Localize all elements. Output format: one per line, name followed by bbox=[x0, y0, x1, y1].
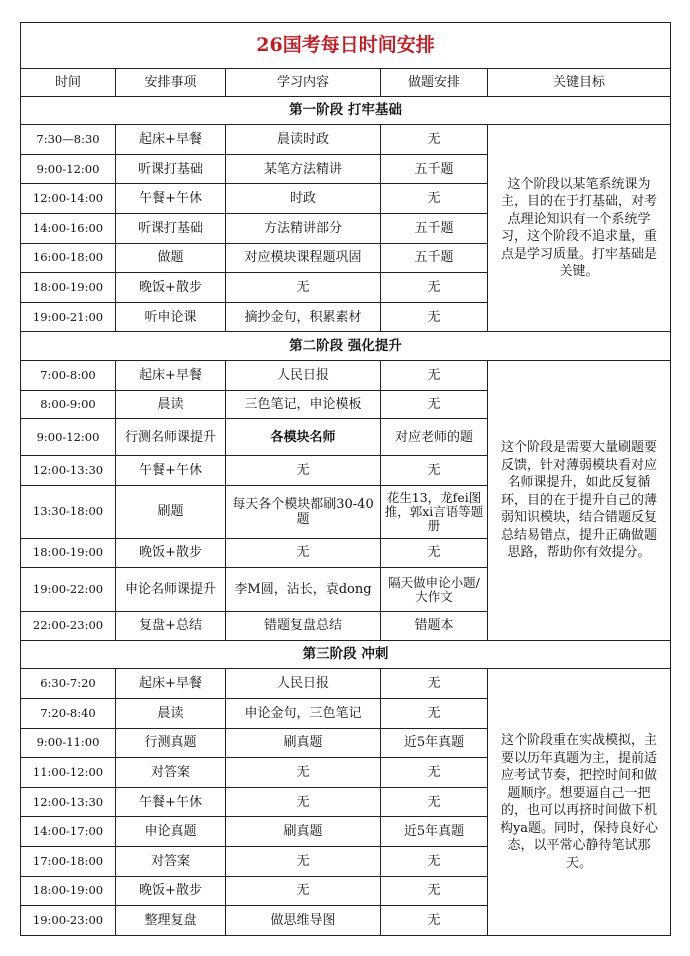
phase-1-header-row bbox=[21, 96, 671, 125]
practice-cell: 无 bbox=[381, 846, 488, 876]
phase-2-header-row bbox=[21, 332, 671, 361]
col-header-time: 时间 bbox=[21, 68, 116, 96]
practice-cell: 无 bbox=[381, 184, 488, 214]
time-cell: 19:00-22:00 bbox=[21, 568, 116, 612]
col-header-practice: 做题安排 bbox=[381, 68, 488, 96]
time-cell: 14:00-17:00 bbox=[21, 817, 116, 847]
practice-cell: 五千题 bbox=[381, 213, 488, 243]
content-cell: 无 bbox=[226, 758, 381, 788]
content-cell: 各模块名师 bbox=[226, 419, 381, 456]
content-cell: 申论金句，三色笔记 bbox=[226, 698, 381, 728]
task-cell: 晨读 bbox=[116, 698, 226, 728]
phase-2-title: 第二阶段 强化提升 bbox=[21, 332, 671, 361]
time-cell: 22:00-23:00 bbox=[21, 612, 116, 641]
practice-cell: 无 bbox=[381, 125, 488, 155]
task-cell: 对答案 bbox=[116, 758, 226, 788]
task-cell: 听申论课 bbox=[116, 302, 226, 332]
task-cell: 申论名师课提升 bbox=[116, 568, 226, 612]
phase-3-title: 第三阶段 冲刺 bbox=[21, 640, 671, 669]
practice-cell: 无 bbox=[381, 906, 488, 936]
practice-cell: 无 bbox=[381, 698, 488, 728]
content-cell: 李M圆，沾长，袁dong bbox=[226, 568, 381, 612]
content-cell: 时政 bbox=[226, 184, 381, 214]
phase-3-header-row bbox=[21, 640, 671, 669]
practice-cell: 无 bbox=[381, 758, 488, 788]
practice-cell: 近5年真题 bbox=[381, 728, 488, 758]
practice-cell: 无 bbox=[381, 876, 488, 906]
practice-cell: 无 bbox=[381, 538, 488, 568]
time-cell: 7:30—8:30 bbox=[21, 125, 116, 155]
schedule-table bbox=[20, 22, 671, 936]
time-cell: 9:00-12:00 bbox=[21, 154, 116, 184]
content-cell: 错题复盘总结 bbox=[226, 612, 381, 641]
col-header-task: 安排事项 bbox=[116, 68, 226, 96]
time-cell: 18:00-19:00 bbox=[21, 538, 116, 568]
col-header-goal: 关键目标 bbox=[488, 68, 671, 96]
content-cell: 晨读时政 bbox=[226, 125, 381, 155]
content-cell: 摘抄金句，积累素材 bbox=[226, 302, 381, 332]
practice-cell: 无 bbox=[381, 669, 488, 699]
content-cell: 无 bbox=[226, 846, 381, 876]
time-cell: 19:00-23:00 bbox=[21, 906, 116, 936]
title-row bbox=[21, 23, 671, 69]
task-cell: 申论真题 bbox=[116, 817, 226, 847]
practice-cell: 五千题 bbox=[381, 243, 488, 273]
task-cell: 刷题 bbox=[116, 485, 226, 538]
column-header-row bbox=[21, 68, 671, 96]
content-cell: 无 bbox=[226, 876, 381, 906]
time-cell: 18:00-19:00 bbox=[21, 876, 116, 906]
phase-2-goal: 这个阶段是需要大量刷题要反馈，针对薄弱模块看对应名师课提升，如此反复循环，目的在于提升自己的薄弱知识模块，结合错题反复总结易错点，提升正确做题思路，帮助你有效提分。 bbox=[488, 360, 671, 640]
task-cell: 听课打基础 bbox=[116, 213, 226, 243]
schedule-row bbox=[21, 125, 671, 155]
time-cell: 12:00-14:00 bbox=[21, 184, 116, 214]
time-cell: 12:00-13:30 bbox=[21, 787, 116, 817]
content-cell: 某笔方法精讲 bbox=[226, 154, 381, 184]
task-cell: 对答案 bbox=[116, 846, 226, 876]
content-cell: 对应模块课程题巩固 bbox=[226, 243, 381, 273]
content-cell: 做思维导图 bbox=[226, 906, 381, 936]
time-cell: 19:00-21:00 bbox=[21, 302, 116, 332]
practice-cell: 无 bbox=[381, 390, 488, 419]
task-cell: 晚饭+散步 bbox=[116, 876, 226, 906]
practice-cell: 无 bbox=[381, 360, 488, 390]
schedule-sheet bbox=[20, 22, 670, 936]
task-cell: 晨读 bbox=[116, 390, 226, 419]
practice-cell: 花生13，龙fei图推，郭xi言语等题册 bbox=[381, 485, 488, 538]
task-cell: 午餐+午休 bbox=[116, 184, 226, 214]
time-cell: 16:00-18:00 bbox=[21, 243, 116, 273]
practice-cell: 无 bbox=[381, 302, 488, 332]
task-cell: 起床+早餐 bbox=[116, 125, 226, 155]
content-cell: 刷真题 bbox=[226, 728, 381, 758]
task-cell: 复盘+总结 bbox=[116, 612, 226, 641]
time-cell: 9:00-11:00 bbox=[21, 728, 116, 758]
practice-cell: 无 bbox=[381, 787, 488, 817]
content-cell: 无 bbox=[226, 787, 381, 817]
content-cell: 无 bbox=[226, 455, 381, 485]
content-cell: 人民日报 bbox=[226, 669, 381, 699]
practice-cell: 错题本 bbox=[381, 612, 488, 641]
task-cell: 行测名师课提升 bbox=[116, 419, 226, 456]
task-cell: 午餐+午休 bbox=[116, 455, 226, 485]
task-cell: 行测真题 bbox=[116, 728, 226, 758]
phase-3-goal: 这个阶段重在实战模拟，主要以历年真题为主，提前适应考试节奏，把控时间和做题顺序。想要逼自己一把的，也可以再挤时间做下机构ya题。同时，保持良好心态，以平常心静待笔试那天。 bbox=[488, 669, 671, 936]
time-cell: 7:20-8:40 bbox=[21, 698, 116, 728]
page-title: 26国考每日时间安排 bbox=[21, 23, 671, 69]
practice-cell: 对应老师的题 bbox=[381, 419, 488, 456]
content-cell: 无 bbox=[226, 538, 381, 568]
practice-cell: 隔天做申论小题/大作文 bbox=[381, 568, 488, 612]
task-cell: 听课打基础 bbox=[116, 154, 226, 184]
content-cell: 三色笔记，申论模板 bbox=[226, 390, 381, 419]
task-cell: 整理复盘 bbox=[116, 906, 226, 936]
time-cell: 12:00-13:30 bbox=[21, 455, 116, 485]
task-cell: 午餐+午休 bbox=[116, 787, 226, 817]
practice-cell: 无 bbox=[381, 455, 488, 485]
practice-cell: 五千题 bbox=[381, 154, 488, 184]
col-header-content: 学习内容 bbox=[226, 68, 381, 96]
time-cell: 8:00-9:00 bbox=[21, 390, 116, 419]
task-cell: 晚饭+散步 bbox=[116, 538, 226, 568]
time-cell: 14:00-16:00 bbox=[21, 213, 116, 243]
time-cell: 6:30-7:20 bbox=[21, 669, 116, 699]
task-cell: 晚饭+散步 bbox=[116, 273, 226, 303]
time-cell: 9:00-12:00 bbox=[21, 419, 116, 456]
practice-cell: 无 bbox=[381, 273, 488, 303]
content-cell: 人民日报 bbox=[226, 360, 381, 390]
schedule-row bbox=[21, 360, 671, 390]
phase-1-goal: 这个阶段以某笔系统课为主，目的在于打基础，对考点理论知识有一个系统学习，这个阶段不追求量，重点是学习质量。打牢基础是关键。 bbox=[488, 125, 671, 332]
time-cell: 7:00-8:00 bbox=[21, 360, 116, 390]
content-cell: 刷真题 bbox=[226, 817, 381, 847]
time-cell: 13:30-18:00 bbox=[21, 485, 116, 538]
content-cell: 无 bbox=[226, 273, 381, 303]
phase-1-title: 第一阶段 打牢基础 bbox=[21, 96, 671, 125]
content-cell: 方法精讲部分 bbox=[226, 213, 381, 243]
time-cell: 17:00-18:00 bbox=[21, 846, 116, 876]
time-cell: 18:00-19:00 bbox=[21, 273, 116, 303]
task-cell: 起床+早餐 bbox=[116, 360, 226, 390]
task-cell: 做题 bbox=[116, 243, 226, 273]
content-cell: 每天各个模块都刷30-40题 bbox=[226, 485, 381, 538]
time-cell: 11:00-12:00 bbox=[21, 758, 116, 788]
schedule-row bbox=[21, 669, 671, 699]
task-cell: 起床+早餐 bbox=[116, 669, 226, 699]
practice-cell: 近5年真题 bbox=[381, 817, 488, 847]
